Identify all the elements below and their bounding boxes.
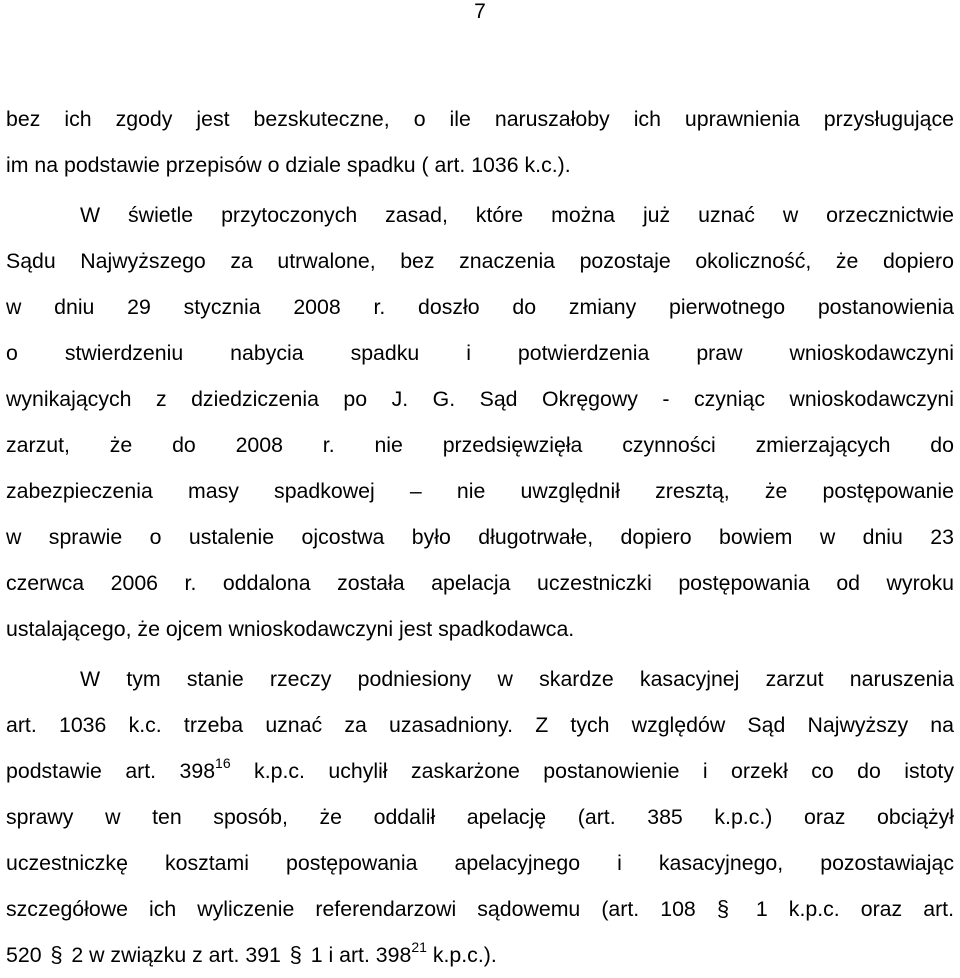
text-line — [6, 886, 954, 932]
document-body — [6, 96, 954, 978]
section-sign: § — [289, 942, 302, 967]
text-fragment: 1 k.p.c. oraz art. — [734, 897, 954, 921]
superscript: 16 — [215, 754, 231, 771]
text-fragment: 520 — [6, 943, 48, 967]
paragraph-2 — [6, 192, 954, 652]
text-fragment: szczegółowe ich wyliczenie referendarzowi sądowemu (art. 108 — [6, 897, 717, 921]
text-line: zabezpieczenia masy spadkowej – nie uwzględnił zresztą, że postępowanie — [6, 479, 954, 503]
text-fragment: k.p.c.). — [426, 943, 497, 967]
page-number: 7 — [474, 0, 486, 23]
superscript: 21 — [411, 938, 427, 955]
text-line: art. 1036 k.c. trzeba uznać za uzasadniony. Z tych względów Sąd Najwyższy na — [6, 713, 954, 737]
section-sign: § — [716, 896, 730, 921]
text-line — [6, 932, 954, 978]
text-line: zarzut, że do 2008 r. nie przedsięwzięła czynności zmierzających do — [6, 433, 954, 457]
text-line: w dniu 29 stycznia 2008 r. doszło do zmiany pierwotnego postanowienia — [6, 295, 954, 319]
text-line: w sprawie o ustalenie ojcostwa było długotrwałe, dopiero bowiem w dniu 23 — [6, 525, 954, 549]
text-line: o stwierdzeniu nabycia spadku i potwierdzenia praw wnioskodawczyni — [6, 341, 954, 365]
text-line: ustalającego, że ojcem wnioskodawczyni jest spadkodawca. — [6, 617, 575, 641]
text-fragment: 2 w związku z art. 391 — [65, 943, 287, 967]
paragraph-3 — [6, 656, 954, 978]
text-fragment: 1 i art. 398 — [304, 943, 412, 967]
text-fragment: k.p.c. uchylił zaskarżone postanowienie i orzekł co do istoty — [230, 759, 954, 783]
text-line: im na podstawie przepisów o dziale spadku ( art. 1036 k.c.). — [6, 153, 571, 177]
text-line: Sądu Najwyższego za utrwalone, bez znaczenia pozostaje okoliczność, że dopiero — [6, 249, 954, 273]
text-line: bez ich zgody jest bezskuteczne, o ile naruszałoby ich uprawnienia przysługujące — [6, 107, 954, 131]
text-line — [6, 748, 954, 794]
text-line: uczestniczkę kosztami postępowania apelacyjnego i kasacyjnego, pozostawiając — [6, 851, 954, 875]
text-line: W świetle przytoczonych zasad, które można już uznać w orzecznictwie — [80, 203, 954, 227]
text-line: czerwca 2006 r. oddalona została apelacja uczestniczki postępowania od wyroku — [6, 571, 954, 595]
text-line: sprawy w ten sposób, że oddalił apelację (art. 385 k.p.c.) oraz obciążył — [6, 805, 954, 829]
text-fragment: podstawie art. 398 — [6, 759, 216, 783]
text-line: wynikających z dziedziczenia po J. G. Sąd Okręgowy - czyniąc wnioskodawczyni — [6, 387, 954, 411]
text-line: W tym stanie rzeczy podniesiony w skardze kasacyjnej zarzut naruszenia — [80, 667, 954, 691]
section-sign: § — [50, 942, 63, 967]
paragraph-1 — [6, 96, 954, 188]
